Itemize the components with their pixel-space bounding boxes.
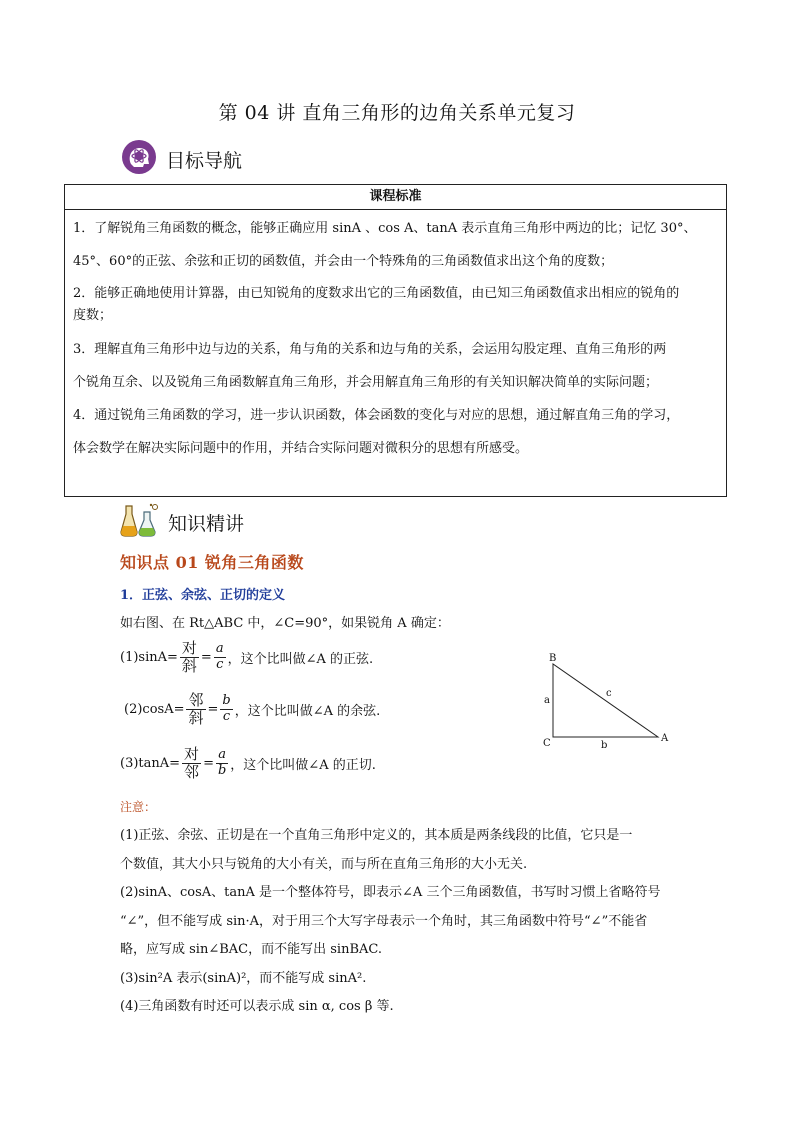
standards-line: 4．通过锐角三角函数的学习，进一步认识函数，体会函数的变化与对应的思想，通过解直角三角的学习， <box>73 408 680 423</box>
vertex-a-label: A <box>661 733 669 744</box>
formula-suffix: ，这个比叫做∠A 的正切. <box>230 757 376 773</box>
side-a-label: a <box>544 695 550 706</box>
standards-line: 体会数学在解决实际问题中的作用，并结合实际问题对微积分的思想有所感受。 <box>73 441 529 456</box>
note-line: 个数值，其大小只与锐角的大小有关，而与所在直角三角形的大小无关. <box>120 856 528 872</box>
formula-cos: (2)cosA= $\frac{\text{邻}}{\text{斜}}$ = $\frac{b}{c}$ ，这个比叫做∠A 的余弦. <box>124 691 381 727</box>
note-line: (4)三角函数有时还可以表示成 sin α, cos β 等. <box>120 999 394 1014</box>
fraction-numerator: a <box>218 747 227 763</box>
formula-suffix: ，这个比叫做∠A 的正弦. <box>227 651 374 667</box>
fraction-denominator: c <box>222 708 231 724</box>
fraction-denominator: 邻 <box>184 762 200 781</box>
course-standards-table <box>64 184 727 497</box>
knowledge-point-title: 知识点 01 锐角三角函数 <box>120 553 304 572</box>
fraction-numerator: 对 <box>184 745 200 763</box>
letter-fraction <box>220 694 232 724</box>
knowledge-section-header <box>120 502 244 542</box>
standards-header: 课程标准 <box>65 185 726 210</box>
goal-section-header <box>120 138 242 180</box>
note-title: 注意： <box>120 800 157 814</box>
vertex-c-label: C <box>543 738 551 749</box>
goal-section-label: 目标导航 <box>166 149 243 172</box>
side-c-label: c <box>606 688 612 699</box>
standards-body <box>65 210 726 465</box>
fraction-denominator: b <box>217 762 227 778</box>
note-line: (1)正弦、余弦、正切是在一个直角三角形中定义的，其本质是两条线段的比值，它只是一 <box>120 828 633 843</box>
standards-line: 度数； <box>73 308 113 323</box>
letter-fraction <box>216 748 228 778</box>
fraction-denominator: c <box>216 656 224 672</box>
standards-line: 1．了解锐角三角函数的概念，能够正确应用 sinA 、cos A、tanA 表示直角三角形中两边的比；记忆 30°、 <box>73 221 697 236</box>
vertex-b-label: B <box>549 653 557 664</box>
flask-icon <box>120 502 160 542</box>
fraction-numerator: b <box>222 693 231 709</box>
note-line: (3)sin²A 表示(sinA)²，而不能写成 sinA². <box>120 970 367 986</box>
formula-suffix: ，这个比叫做∠A 的余弦. <box>234 703 381 719</box>
intro-text: 如右图、在 Rt△ABC 中，∠C=90°，如果锐角 A 确定： <box>120 616 450 631</box>
fraction-denominator: 斜 <box>181 656 197 675</box>
triangle-shape <box>553 664 658 737</box>
notes-body <box>120 822 680 1022</box>
standards-line: 45°、60°的正弦、余弦和正切的函数值，并会由一个特殊角的三角函数值求出这个角的度数； <box>73 254 614 269</box>
note-line: (2)sinA、cosA、tanA 是一个整体符号，即表示∠A 三个三角函数值，书写时习惯上省略符号 <box>120 885 661 900</box>
fraction-numerator: a <box>215 641 224 657</box>
formula-prefix: (2)cosA= <box>124 701 185 717</box>
standards-line: 个锐角互余、以及锐角三角函数解直角三角形，并会用解直角三角形的有关知识解决简单的实际问题； <box>73 375 659 390</box>
definition-title: 1．正弦、余弦、正切的定义 <box>120 588 286 603</box>
page-title: 第 04 讲 直角三角形的边角关系单元复习 <box>218 102 576 124</box>
fraction-numerator: 邻 <box>188 691 204 709</box>
word-fraction <box>186 692 205 726</box>
note-line: 略，应写成 sin∠BAC，而不能写出 sinBAC. <box>120 942 383 957</box>
formula-prefix: (3)tanA= <box>120 755 181 771</box>
formula-prefix: (1)sinA= <box>120 649 178 665</box>
fraction-numerator: 对 <box>181 639 197 657</box>
note-line: “∠”，但不能写成 sin·A，对于用三个大写字母表示一个角时，其三角函数中符号“∠”不能省 <box>120 913 648 929</box>
side-b-label: b <box>601 740 608 751</box>
standards-line: 3．理解直角三角形中边与边的关系，角与角的关系和边与角的关系，会运用勾股定理、直角三角形的两 <box>73 342 667 357</box>
letter-fraction <box>214 642 226 672</box>
word-fraction <box>180 640 199 674</box>
knowledge-section-label: 知识精讲 <box>168 512 245 535</box>
brain-icon <box>120 138 158 180</box>
right-triangle-figure <box>535 648 675 753</box>
formula-tan: (3)tanA= $\frac{\text{对}}{\text{邻}}$ = $\frac{a}{b}$ ，这个比叫做∠A 的正切. <box>120 745 376 781</box>
word-fraction <box>182 746 201 780</box>
fraction-denominator: 斜 <box>188 708 204 727</box>
standards-line: 2．能够正确地使用计算器，由已知锐角的度数求出它的三角函数值，由已知三角函数值求出相应的锐角的 <box>73 286 680 301</box>
formula-sin: (1)sinA= $\frac{\text{对}}{\text{斜}}$ = $\frac{a}{c}$ ，这个比叫做∠A 的正弦. <box>120 639 374 675</box>
